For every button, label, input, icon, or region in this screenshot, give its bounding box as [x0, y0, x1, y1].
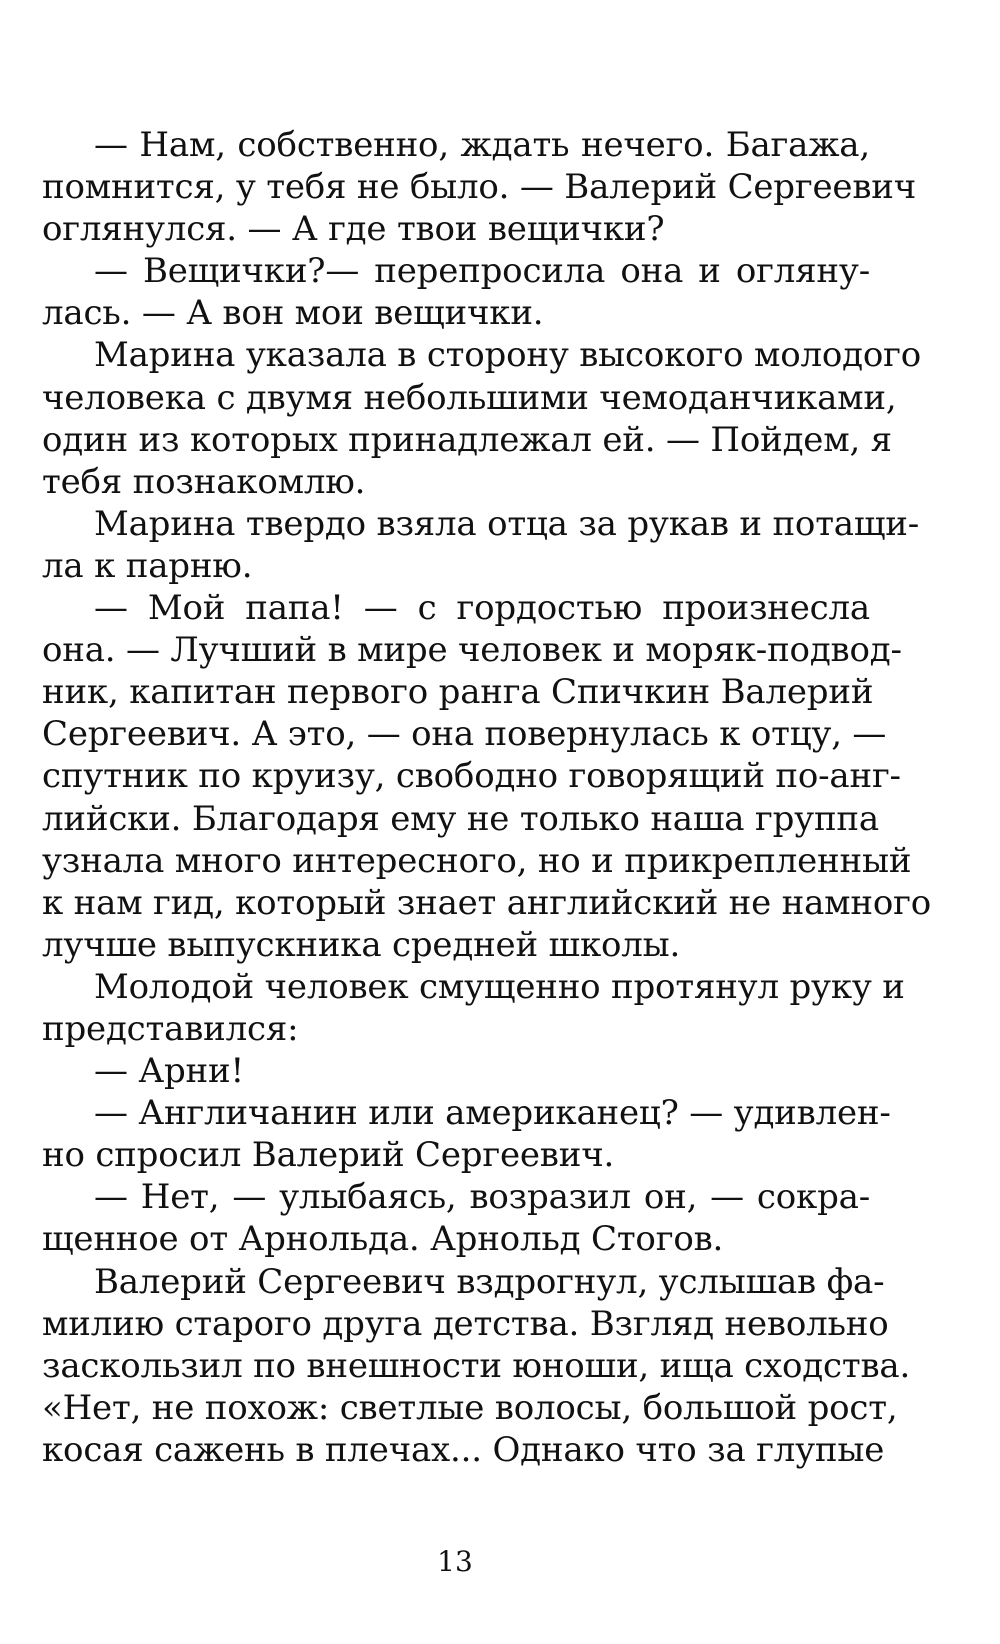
text-line: лучше выпускника средней школы.	[42, 924, 681, 965]
text-line: — Нам, собственно, ждать нечего. Багажа,	[94, 125, 870, 165]
page-number: 13	[437, 1545, 473, 1578]
page-body	[42, 124, 932, 1471]
text-line: представился:	[42, 1008, 299, 1049]
text-line: человека с двумя небольшими чемоданчиками,	[42, 377, 897, 418]
text-line: к нам гид, который знает английский не намного	[42, 882, 932, 923]
text-line: лийски. Благодаря ему не только наша группа	[42, 798, 879, 839]
text-line: косая сажень в плечах... Однако что за глупые	[42, 1429, 885, 1470]
text-line: один из которых принадлежал ей. — Пойдем, я	[42, 419, 892, 460]
text-line: Молодой человек смущенно протянул руку и	[94, 966, 905, 1007]
text-line: оглянулся. — А где твои вещички?	[42, 209, 665, 250]
text-line: — Вещички?— перепросила она и огляну-	[94, 251, 870, 292]
text-line: милию старого друга детства. Взгляд невольно	[42, 1303, 889, 1344]
text-line: лась. — А вон мои вещички.	[42, 293, 544, 334]
text-line: ник, капитан первого ранга Спичкин Валерий	[42, 672, 874, 713]
text-line: Валерий Сергеевич вздрогнул, услышав фа-	[94, 1261, 885, 1302]
text-line: помнится, у тебя не было. — Валерий Сергеевич	[42, 167, 917, 208]
text-line: Сергеевич. А это, — она повернулась к отцу, —	[42, 714, 887, 755]
text-line: — Арни!	[94, 1051, 244, 1092]
text-line: Марина указала в сторону высокого молодого	[94, 335, 922, 376]
text-line: но спросил Валерий Сергеевич.	[42, 1135, 615, 1176]
text-line: «Нет, не похож: светлые волосы, большой рост,	[42, 1387, 898, 1428]
text-line: ла к парню.	[42, 545, 253, 586]
text-line: — Англичанин или американец? — удивлен-	[94, 1093, 891, 1134]
text-line: тебя познакомлю.	[42, 461, 366, 502]
text-line: щенное от Арнольда. Арнольд Стогов.	[42, 1219, 724, 1260]
text-line: заскользил по внешности юноши, ища сходства.	[42, 1345, 911, 1386]
text-line: спутник по круизу, свободно говорящий по-анг-	[42, 756, 901, 797]
text-line: она. — Лучший в мире человек и моряк-подвод-	[42, 630, 902, 671]
text-line: Марина твердо взяла отца за рукав и потащи-	[94, 503, 920, 544]
text-line: узнала много интересного, но и прикрепленный	[42, 840, 912, 881]
text-line: — Мой папа! — с гордостью произнесла	[94, 588, 870, 629]
text-line: — Нет, — улыбаясь, возразил он, — сокра-	[94, 1177, 870, 1218]
